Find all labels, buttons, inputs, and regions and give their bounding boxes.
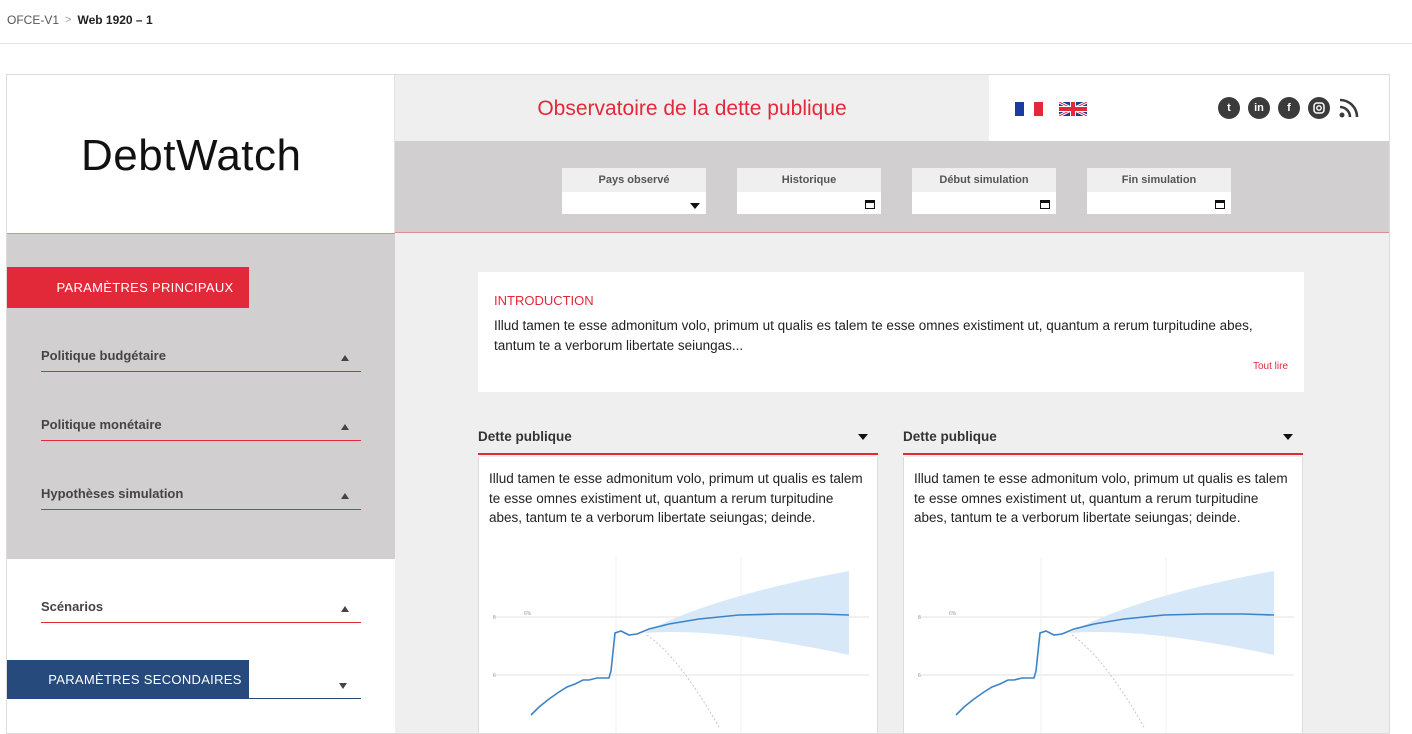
filter-bar [395,141,1390,233]
logo[interactable]: DebtWatch [81,131,302,180]
caret-down-icon[interactable] [858,434,868,440]
page-frame [6,74,1390,734]
breadcrumb-root[interactable]: OFCE-V1 [7,13,60,27]
divider [249,698,361,699]
section-label: Politique budgétaire [41,348,166,363]
sim-start-filter[interactable] [912,168,1056,214]
instagram-icon[interactable] [1308,97,1330,119]
chart-card [478,457,878,734]
section-label: Hypothèses simulation [41,486,184,501]
filter-label: Pays observé [562,168,706,192]
svg-text:6: 6 [493,673,496,679]
svg-text:8: 8 [918,615,921,621]
chevron-right-icon: > [65,14,72,26]
read-more-link[interactable]: Tout lire [1252,361,1288,372]
filter-label: Fin simulation [1087,168,1231,192]
sidebar-main-params [7,233,395,559]
sim-end-filter[interactable] [1087,168,1231,214]
section-budget-policy[interactable] [41,340,361,372]
section-label: Politique monétaire [41,417,162,432]
chart-card-header[interactable] [478,423,878,455]
svg-text:6%: 6% [524,611,532,617]
country-filter[interactable] [562,168,706,214]
calendar-icon[interactable] [865,200,875,209]
chart-card-header[interactable] [903,423,1303,455]
editor-topbar [0,0,1412,44]
linkedin-icon[interactable]: in [1248,97,1270,119]
svg-text:6: 6 [918,673,921,679]
debt-chart[interactable] [479,557,877,734]
debt-chart[interactable] [904,557,1302,734]
caret-up-icon[interactable] [341,606,349,612]
history-filter[interactable] [737,168,881,214]
card-text: Illud tamen te esse admonitum volo, primum ut qualis es talem te esse omnes existiment ut, quantum a rerum turpitudine abes, tantum te a verborum libertate seiungas; deinde. [489,471,863,525]
section-monetary-policy[interactable] [41,409,361,441]
main-params-button[interactable]: PARAMÈTRES PRINCIPAUX [7,267,249,308]
caret-down-icon[interactable] [690,203,700,209]
filter-label: Historique [737,168,881,192]
caret-down-icon[interactable] [1283,434,1293,440]
rss-icon[interactable] [1338,97,1360,119]
facebook-icon[interactable]: f [1278,97,1300,119]
svg-text:8: 8 [493,615,496,621]
svg-text:6%: 6% [949,611,957,617]
secondary-params-button[interactable]: PARAMÈTRES SECONDAIRES [7,660,249,699]
breadcrumb [7,13,153,27]
intro-title: INTRODUCTION [494,293,594,308]
intro-card [478,272,1304,392]
filter-label: Début simulation [912,168,1056,192]
card-text: Illud tamen te esse admonitum volo, primum ut qualis es talem te esse omnes existiment ut, quantum a rerum turpitudine abes, tantum te a verborum libertate seiungas; deinde. [914,471,1288,525]
intro-text: Illud tamen te esse admonitum volo, primum ut qualis es talem te esse omnes existiment ut, quantum a rerum turpitudine abes, tantum te a verborum libertate seiungas... [494,318,1253,353]
sidebar [7,233,395,734]
calendar-icon[interactable] [1215,200,1225,209]
page-title: Observatoire de la dette publique [537,97,847,120]
chart-card [903,457,1303,734]
caret-up-icon[interactable] [341,493,349,499]
header-title-bar [395,75,989,141]
lang-social-bar [989,75,1390,141]
card-title: Dette publique [478,429,572,444]
twitter-icon[interactable]: t [1218,97,1240,119]
flag-fr-icon[interactable] [1015,102,1043,116]
section-scenarios[interactable] [41,591,361,623]
section-simulation-assumptions[interactable] [41,478,361,510]
card-title: Dette publique [903,429,997,444]
caret-up-icon[interactable] [341,355,349,361]
breadcrumb-current: Web 1920 – 1 [77,13,153,27]
section-label: Scénarios [41,599,104,614]
calendar-icon[interactable] [1040,200,1050,209]
logo-block [7,75,395,233]
caret-up-icon[interactable] [341,424,349,430]
flag-uk-icon[interactable] [1059,102,1087,116]
caret-down-icon[interactable] [339,683,347,689]
